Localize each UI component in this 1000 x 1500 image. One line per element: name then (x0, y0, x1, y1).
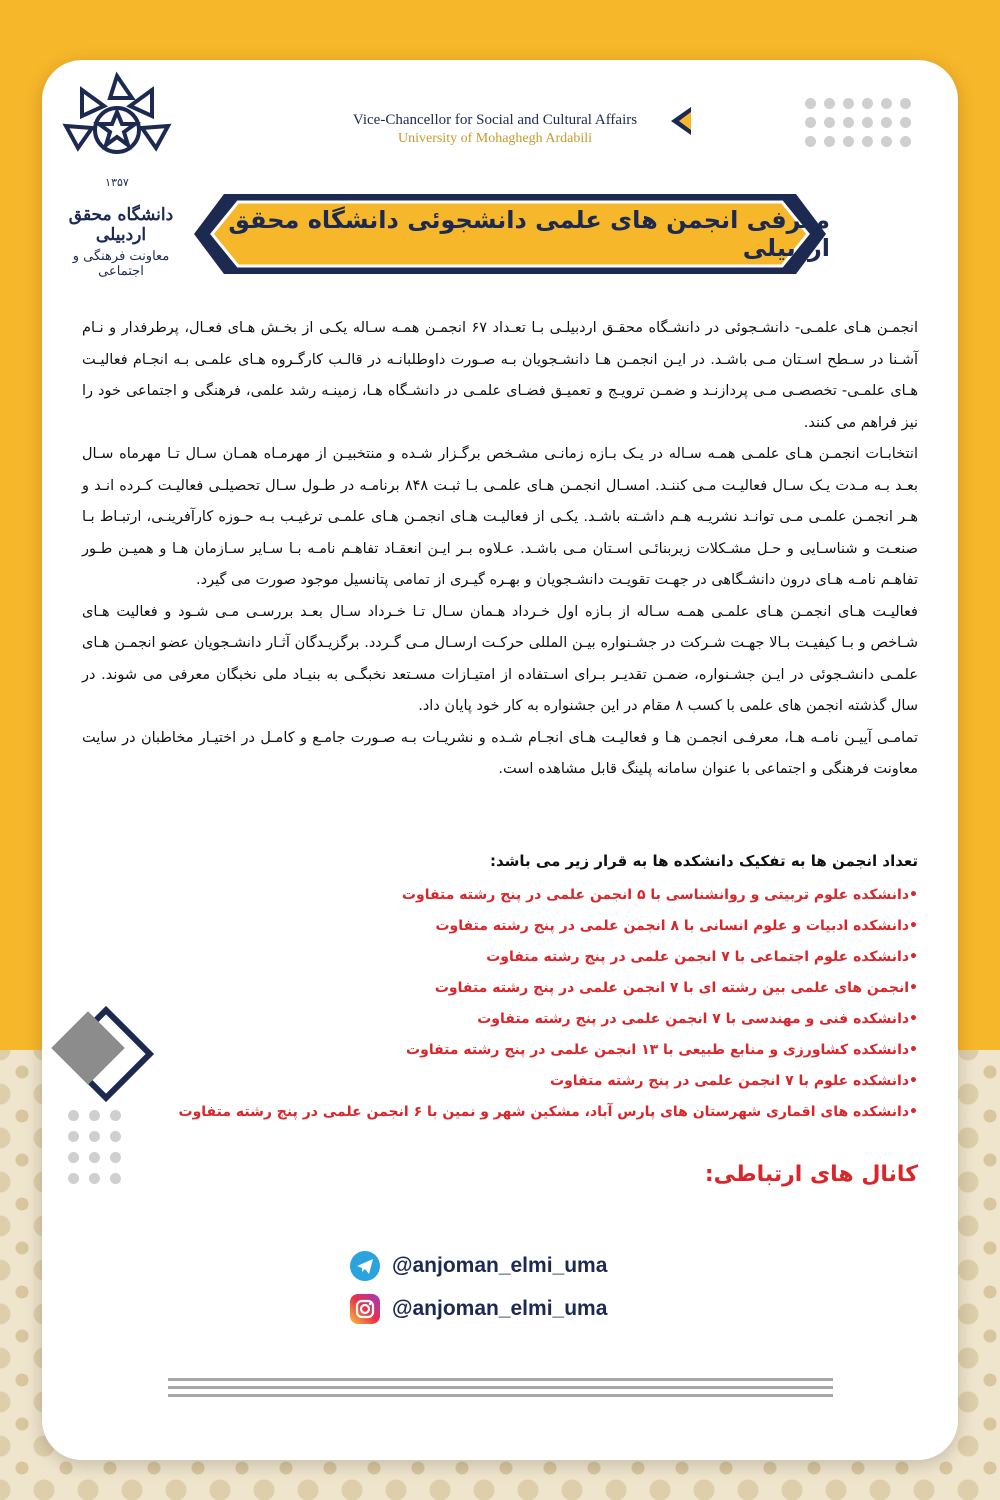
megaphone-icon (667, 104, 695, 138)
colleges-heading: تعداد انجمن ها به تفکیک دانشکده ها به قرار زیر می باشد: (490, 852, 918, 870)
telegram-row[interactable] (350, 1250, 607, 1282)
telegram-handle[interactable]: @anjoman_elmi_uma (392, 1254, 608, 1277)
decorative-dots-top (805, 98, 911, 147)
college-item: •دانشکده ادبیات و علوم انسانی با ۸ انجمن علمی در پنج رشته متفاوت (435, 918, 918, 934)
instagram-handle[interactable]: @anjoman_elmi_uma (392, 1297, 608, 1320)
english-header-line2: University of Mohaghegh Ardabili (397, 131, 593, 146)
college-item: •انجمن های علمی بین رشته ای با ۷ انجمن علمی در پنج رشته متفاوت (434, 980, 918, 996)
telegram-icon[interactable] (350, 1251, 380, 1281)
english-header (330, 112, 660, 147)
instagram-row[interactable] (350, 1293, 607, 1325)
college-item: •دانشکده فنی و مهندسی با ۷ انجمن علمی در پنج رشته متفاوت (477, 1011, 918, 1027)
decorative-dots-left (68, 1110, 121, 1184)
college-item: •دانشکده علوم تربیتی و روانشناسی با ۵ انجمن علمی در پنج رشته متفاوت (401, 887, 918, 903)
logo-year: ۱۳۵۷ (105, 176, 129, 189)
college-item: •دانشکده کشاورزی و منابع طبیعی با ۱۳ انجمن علمی در پنج رشته متفاوت (406, 1042, 918, 1058)
body-text (82, 313, 918, 786)
paragraph-elections: انتخابـات انجمـن هـای علمـی همـه سـاله در یـک بـازه زمانـی مشـخص برگـزار شـده و منتخبیـن از مهرمـاه همـان سـال تـا مهرماه سـال بعـد بـه مـدت یـک سـال فعالیـت مـی کننـد. امسـال انجمـن هـای علمـی بـا ثبـت ۸۴۸ برنامـه در طـول سـال تحصیلـی فعالیـت کـرده انـد و هـر انجمـن علمـی مـی توانـد نشریـه هـم داشـته باشـد. یکـی از فعالیـت هـای انجمـن هـای علمـی ترغیـب بـه حـوزه کارآفرینـی، ارتبـاط بـا صنعـت و شناسـایی و حـل مشـکلات زیربنائـی اسـتان مـی باشـد. عـلاوه بـر ایـن انعقـاد تفاهـم نامـه بـا سـایر سـازمان هـا و همیـن طـور تفاهـم نامـه هـای درون دانشـگاهی در جهـت تقویـت دانشـجویان و بهـره گیـری از تمامی پتانسیل موجود صورت می گیرد. (82, 446, 918, 588)
divider-line (168, 1394, 833, 1397)
divider-line (168, 1386, 833, 1389)
college-item: •دانشکده های اقماری شهرستان های پارس آباد، مشکین شهر و نمین با ۶ انجمن علمی در پنج رشته متفاوت (178, 1104, 918, 1120)
divider-line (168, 1378, 833, 1381)
english-header-line1: Vice-Chancellor for Social and Cultural Affairs (352, 112, 638, 128)
college-item: •دانشکده علوم اجتماعی با ۷ انجمن علمی در پنج رشته متفاوت (486, 949, 918, 965)
logo-caption-university: دانشگاه محقق اردبیلی (68, 205, 174, 245)
instagram-icon[interactable] (350, 1294, 380, 1324)
logo-caption (56, 205, 186, 279)
channels-heading: کانال های ارتباطی: (704, 1162, 918, 1187)
colleges-list (158, 880, 918, 1128)
logo-caption-office: معاونت فرهنگی و اجتماعی (72, 249, 170, 279)
paragraph-regulations: تمامـی آییـن نامـه هـا، معرفـی انجمـن هـا و فعالیـت هـای انجـام شـده و نشریـات بـه صـورت جامـع و کامـل در اختیـار مخاطبان در سایت معاونت فرهنگی و اجتماعی با عنوان سامانه پلینگ قابل مشاهده است. (82, 729, 918, 777)
college-item: •دانشکده علوم با ۷ انجمن علمی در پنج رشته متفاوت (550, 1073, 918, 1089)
page-title: معرفی انجمن های علمی دانشجوئی دانشگاه محقق اردبیلی (228, 206, 830, 262)
paragraph-intro: انجمـن هـای علمـی- دانشـجوئی در دانشـگاه محقـق اردبیلـی بـا تعـداد ۶۷ انجمـن همـه سـاله یکـی از بخـش هـای فعـال، پرطرفدار و نـام آشـنا در سـطح اسـتان مـی باشـد. در ایـن انجمـن هـا دانشـجویان بـه صـورت داوطلبانـه در قالـب کارگـروه هـای علمـی بـه انجـام فعالیـت هـای علمـی- تخصصـی مـی پردازنـد و ضمـن ترویـج و تعمیـق فضـای علمـی در دانشـگاه هـا، زمینـه رشد علمی، فرهنگی و اجتماعی خود را نیز فراهم می کنند. (82, 320, 918, 431)
decorative-diamond (48, 1012, 138, 1102)
paragraph-activities: فعالیـت هـای انجمـن هـای علمـی همـه سـاله از بـازه اول خـرداد هـمان سـال تـا خـرداد سـال بعـد بررسـی مـی شـود و فعالیت هـای شـاخص و بـا کیفیـت بـالا جهـت شـرکت در جشـنواره بیـن المللی حرکـت ارسـال مـی گـردد. برگزیـدگان آثـار دانشـجویان عضو انجمـن هـای علمـی دانشـجوئی در ایـن جشـنواره، ضمـن تقدیـر بـرای اسـتفاده از امتیـازات مسـتعد نخبگـی به بنیـاد ملی نخبگان معرفی می شوند. در سال گذشته انجمن های علمی با کسب ۸ مقام در این جشنواره به کار خود پایان داد. (82, 603, 918, 714)
